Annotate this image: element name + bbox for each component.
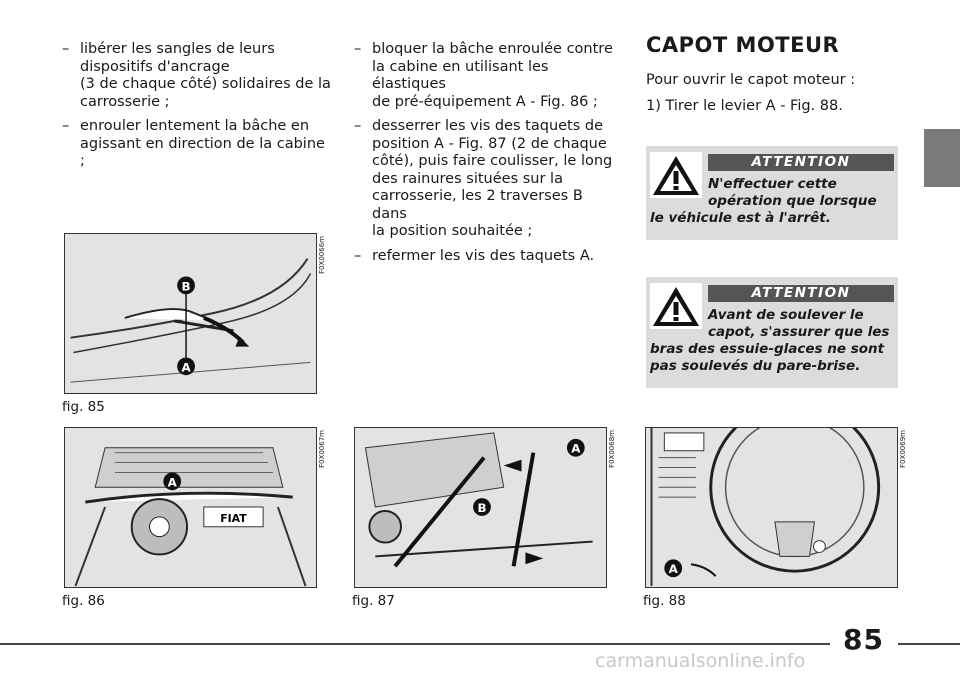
crossbar-illustration (355, 428, 606, 587)
figure-caption: fig. 88 (643, 593, 686, 609)
callout-a (664, 559, 682, 577)
rolled-tarp-illustration (65, 428, 316, 587)
chapter-tab (924, 129, 960, 187)
footer-rule (0, 643, 830, 645)
svg-text:B: B (181, 279, 191, 294)
warning-box-2 (646, 277, 898, 388)
warning-header: ATTENTION (708, 285, 894, 302)
callout-b (177, 276, 195, 294)
callout-a (163, 472, 181, 490)
list-item: – refermer les vis des taquets A. (354, 247, 595, 264)
svg-text:A: A (571, 441, 581, 456)
watermark: carmanualsonline.info (595, 650, 806, 672)
figure-88 (645, 427, 898, 588)
footer-rule (898, 643, 960, 645)
figure-85 (64, 233, 317, 394)
figure-code: F0X0069m (899, 430, 907, 468)
callout-b (473, 498, 491, 516)
brand-logo: FIAT (220, 511, 247, 525)
list-item: – enrouler lentement la bâche en agissant en direction de la cabine ; (62, 118, 325, 169)
list-item: – desserrer les vis des taquets de position A - Fig. 87 (2 de chaque côté), puis faire coulisser, le long des rainures situées sur la carrosserie, les 2 traverses B dans la position souhaitée ; (354, 118, 613, 239)
svg-text:A: A (668, 562, 678, 577)
figure-caption: fig. 86 (62, 593, 105, 609)
warning-box-1 (646, 146, 898, 240)
page-number: 85 (843, 623, 884, 656)
step-text: 1) Tirer le levier A - Fig. 88. (646, 97, 843, 114)
tarp-strap-illustration (65, 234, 316, 393)
figure-code: F0X0067m (318, 430, 326, 468)
svg-text:A: A (181, 360, 191, 375)
figure-caption: fig. 85 (62, 399, 105, 415)
intro-text: Pour ouvrir le capot moteur : (646, 71, 856, 88)
warning-text: N'effectuer cette opération que lorsque le véhicule est à l'arrêt. (650, 176, 877, 226)
text-column-3 (646, 33, 906, 123)
svg-text:B: B (477, 500, 487, 515)
callout-a (177, 357, 195, 375)
list-item: – bloquer la bâche enroulée contre la cabine en utilisant les élastiques de pré-équipement A - Fig. 86 ; (354, 41, 613, 110)
figure-87 (354, 427, 607, 588)
warning-header: ATTENTION (708, 154, 894, 171)
text-column-2 (354, 41, 616, 272)
section-title: CAPOT MOTEUR (646, 33, 840, 57)
warning-text: Avant de soulever le capot, s'assurer que les bras des essuie-glaces ne sont pas soulevés du pare-brise. (650, 307, 890, 374)
callout-a (567, 439, 585, 457)
text-column-1 (62, 41, 332, 178)
hood-lever-illustration (646, 428, 897, 587)
svg-text:A: A (167, 475, 177, 490)
list-item: – libérer les sangles de leurs dispositifs d'ancrage (3 de chaque côté) solidaires de la carrosserie ; (62, 41, 331, 110)
figure-86 (64, 427, 317, 588)
figure-code: F0X0066m (318, 236, 326, 274)
figure-caption: fig. 87 (352, 593, 395, 609)
figure-code: F0X0068m (608, 430, 616, 468)
